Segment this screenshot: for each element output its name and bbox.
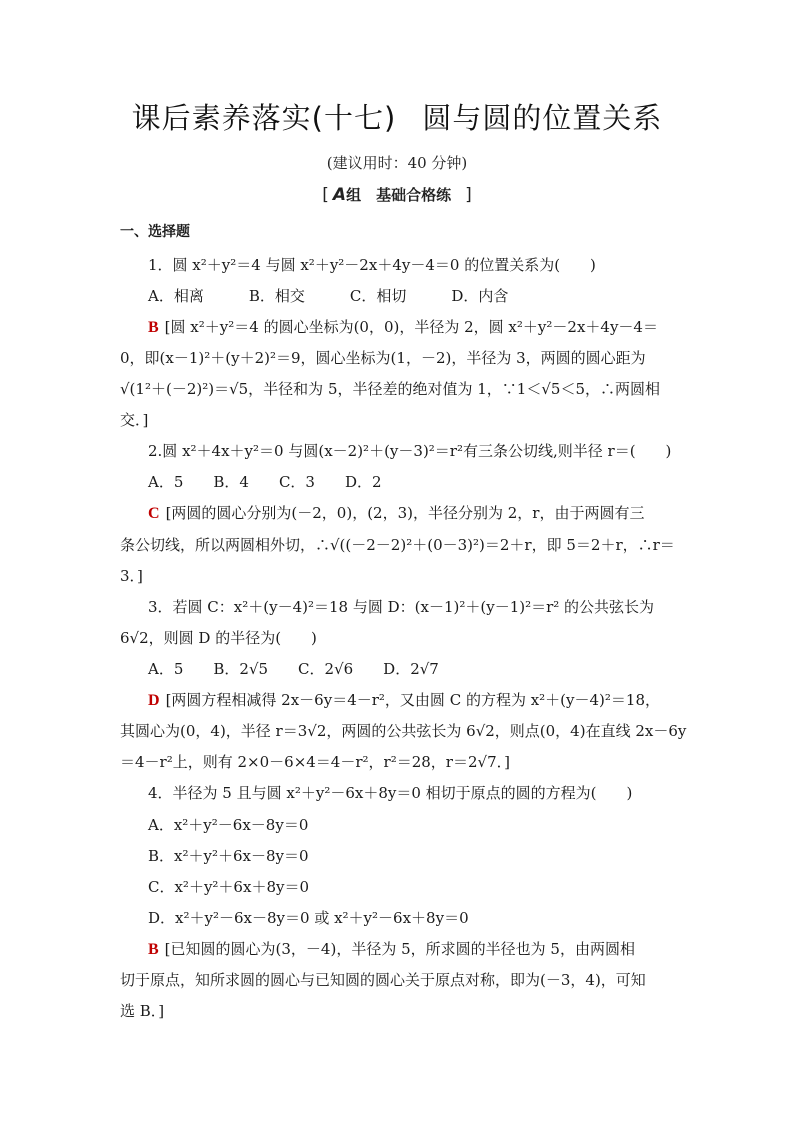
q3-solution-line: ＝4－r²上，则有 2×0－6×4＝4－r²，r²＝28，r＝2√7．] [120,753,510,771]
group-heading [0,184,794,205]
answer-letter: B [148,319,159,336]
q4-option-c: C．x²＋y²＋6x＋8y＝0 [148,878,310,896]
q3-stem: 3．若圆 C：x²＋(y－4)²＝18 与圆 D：(x－1)²＋(y－1)²＝r² 的公共弦长为 [148,598,655,616]
title-right: 圆与圆的位置关系 [422,101,663,135]
q2-solution-line: 条公切线，所以两圆相外切，∴√((－2－2)²＋(0－3)²)＝2＋r，即 5＝2＋r，∴r＝ [120,536,675,554]
q1-stem: 1．圆 x²＋y²＝4 与圆 x²＋y²－2x＋4y－4＝0 的位置关系为( ) [148,256,596,274]
suggested-time: (建议用时：40 分钟) [326,154,468,172]
answer-letter: B [148,941,159,958]
q1-solution-line: B [圆 x²＋y²＝4 的圆心坐标为(0，0)，半径为 2，圆 x²＋y²－2x＋4y－4＝ [148,318,658,336]
page-title [0,96,794,137]
q4-solution-line: B [已知圆的圆心为(3，－4)，半径为 5，所求圆的半径也为 5，由两圆相 [148,940,635,958]
q3-solution-line: D [两圆方程相减得 2x－6y＝4－r²，又由圆 C 的方程为 x²＋(y－4)²＝18， [148,691,661,709]
q2-options: A．5 B．4 C．3 D．2 [148,473,382,491]
answer-letter: D [148,692,160,709]
answer-letter: C [148,505,160,522]
q2-solution-line: 3．] [120,567,143,585]
section-heading: 一、选择题 [120,224,190,240]
group-bracket-open: [ [322,185,329,205]
group-label: 组 基础合格练 [346,186,452,204]
q3-solution-line: 其圆心为(0，4)，半径 r＝3√2，两圆的公共弦长为 6√2，则点(0，4)在直线 2x－6y [120,722,687,740]
q1-options: A．相离 B．相交 C．相切 D．内含 [148,287,509,305]
q2-solution-line: C [两圆的圆心分别为(－2，0)，(2，3)，半径分别为 2，r，由于两圆有三 [148,504,645,522]
q4-stem: 4．半径为 5 且与圆 x²＋y²－6x＋8y＝0 相切于原点的圆的方程为( ) [148,784,633,802]
q3-stem: 6√2，则圆 D 的半径为( ) [120,629,317,647]
q2-stem: 2.圆 x²＋4x＋y²＝0 与圆(x－2)²＋(y－3)²＝r²有三条公切线,则半径 r＝( ) [148,442,672,460]
q1-solution-line: 交．] [120,411,149,429]
group-letter: A [332,185,347,205]
q4-option-a: A．x²＋y²－6x－8y＝0 [148,816,309,834]
q4-option-b: B．x²＋y²＋6x－8y＝0 [148,847,309,865]
q4-option-d: D．x²＋y²－6x－8y＝0 或 x²＋y²－6x＋8y＝0 [148,909,469,927]
q3-options: A．5 B．2√5 C．2√6 D．2√7 [148,660,439,678]
q4-solution-line: 切于原点，知所求圆的圆心与已知圆的圆心关于原点对称，即为(－3，4)，可知 [120,971,646,989]
q4-solution-line: 选 B．] [120,1002,165,1020]
q1-solution-line: 0，即(x－1)²＋(y＋2)²＝9，圆心坐标为(1，－2)，半径为 3，两圆的圆心距为 [120,349,646,367]
title-left: 课后素养落实(十七) [131,101,397,135]
q1-solution-line: √(1²＋(－2)²)＝√5，半径和为 5，半径差的绝对值为 1，∵1＜√5＜5，∴两圆相 [120,380,660,398]
group-bracket-close: ] [465,185,472,205]
